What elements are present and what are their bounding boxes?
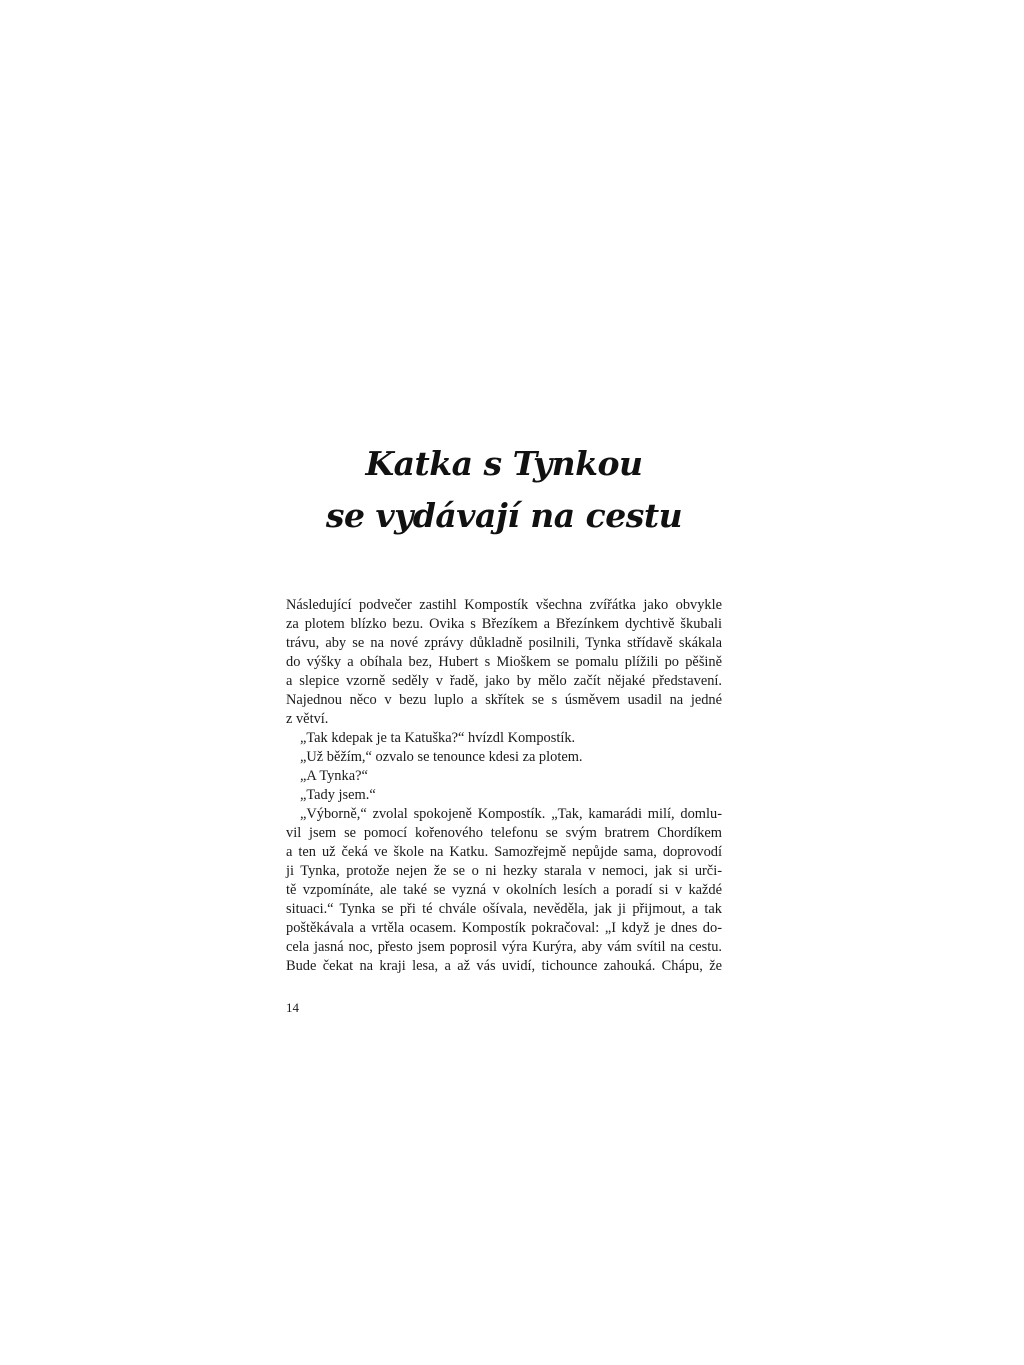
text-line: „Tak kdepak je ta Katuška?“ hvízdl Kompostík. xyxy=(300,730,576,746)
text-line: tě vzpomínáte, ale také se vyzná v okolních lesích a poradí si v každé xyxy=(286,882,722,898)
text-line: situaci.“ Tynka se při té chvále ošívala, nevěděla, jak ji přijmout, a tak xyxy=(286,901,722,917)
body-text xyxy=(286,596,722,976)
text-line: Následující podvečer zastihl Kompostík všechna zvířátka jako obvykle xyxy=(286,597,722,613)
text-line: Bude čekat na kraji lesa, a až vás uvidí, tichounce zahouká. Chápu, že xyxy=(286,958,722,974)
text-line: za plotem blízko bezu. Ovika s Březíkem a Březínkem dychtivě škubali xyxy=(286,616,722,632)
text-line: z větví. xyxy=(286,711,329,727)
text-line: a slepice vzorně seděly v řadě, jako by mělo začít nějaké představení. xyxy=(286,673,722,689)
text-line: ji Tynka, protože nejen že se o ni hezky starala v nemoci, jak si urči- xyxy=(286,863,722,879)
text-line: „Už běžím,“ ozvalo se tenounce kdesi za plotem. xyxy=(300,749,583,765)
chapter-title-line-1: Katka s Tynkou xyxy=(365,444,643,484)
text-line: a ten už čeká ve škole na Katku. Samozřejmě nepůjde sama, doprovodí xyxy=(286,844,722,860)
text-line: vil jsem se pomocí kořenového telefonu se svým bratrem Chordíkem xyxy=(286,825,722,841)
chapter-title xyxy=(286,438,722,542)
chapter-title-line-2: se vydávají na cestu xyxy=(325,496,683,536)
text-line: Najednou něco v bezu luplo a skřítek se s úsměvem usadil na jedné xyxy=(286,692,722,708)
text-line: „A Tynka?“ xyxy=(300,768,368,784)
text-line: cela jasná noc, přesto jsem poprosil výra Kurýra, aby vám svítil na cestu. xyxy=(286,939,722,955)
text-line: trávu, aby se na nové zprávy důkladně posilnili, Tynka střídavě skákala xyxy=(286,635,722,651)
text-line: „Výborně,“ zvolal spokojeně Kompostík. „Tak, kamarádi milí, domlu- xyxy=(300,806,722,822)
text-line: do výšky a obíhala bez, Hubert s Mioškem se pomalu plížili po pěšině xyxy=(286,654,722,670)
text-line: „Tady jsem.“ xyxy=(300,787,376,803)
text-line: poštěkávala a vrtěla ocasem. Kompostík pokračoval: „I když je dnes do- xyxy=(286,920,722,936)
page-number: 14 xyxy=(286,1000,299,1015)
